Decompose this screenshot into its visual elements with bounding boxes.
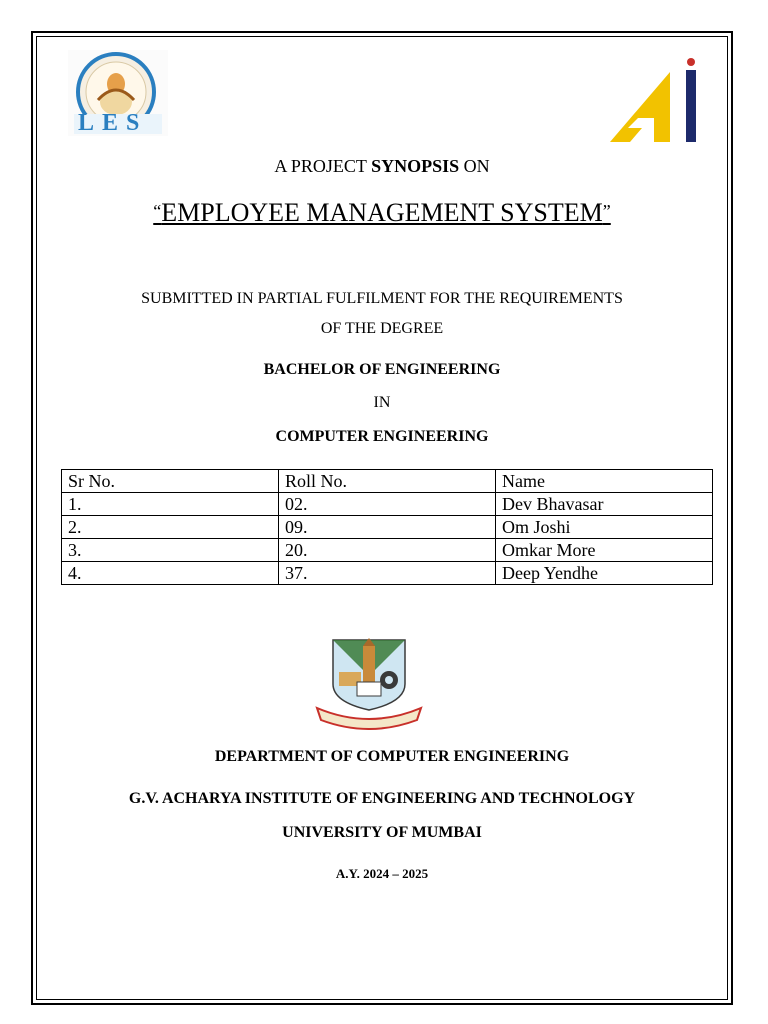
table-row	[62, 516, 713, 539]
in-text: IN	[373, 394, 391, 411]
branch-name: COMPUTER ENGINEERING	[275, 428, 489, 445]
institute-name: G.V. ACHARYA INSTITUTE OF ENGINEERING AND TECHNOLOGY	[128, 790, 636, 807]
cell-sr-no: 1.	[62, 493, 279, 516]
cell-name: Omkar More	[496, 539, 713, 562]
cell-roll-no: 20.	[279, 539, 496, 562]
les-logo	[68, 50, 168, 136]
cell-sr-no: 4.	[62, 562, 279, 585]
table-row	[62, 493, 713, 516]
cell-name: Dev Bhavasar	[496, 493, 713, 516]
ai-logo	[608, 58, 698, 144]
academic-year: A.Y. 2024 – 2025	[335, 866, 429, 881]
line1-prefix: A PROJECT	[274, 156, 372, 176]
line1-suffix: ON	[459, 156, 490, 176]
cell-name: Om Joshi	[496, 516, 713, 539]
table-row	[62, 562, 713, 585]
department-name: DEPARTMENT OF COMPUTER ENGINEERING	[214, 748, 570, 765]
cell-sr-no: 2.	[62, 516, 279, 539]
cell-sr-no: 3.	[62, 539, 279, 562]
title-open-quote: “	[153, 201, 162, 221]
header-roll-no: Roll No.	[279, 470, 496, 493]
university-name: UNIVERSITY OF MUMBAI	[282, 824, 482, 841]
submission-line-1: SUBMITTED IN PARTIAL FULFILMENT FOR THE REQUIREMENTS	[141, 290, 623, 307]
title-close-quote: ”	[602, 201, 611, 221]
cell-roll-no: 02.	[279, 493, 496, 516]
submission-line-2: OF THE DEGREE	[320, 320, 444, 337]
table-row	[62, 539, 713, 562]
cell-name: Deep Yendhe	[496, 562, 713, 585]
table-header-row	[62, 470, 713, 493]
project-synopsis-line	[36, 156, 728, 177]
title-text: EMPLOYEE MANAGEMENT SYSTEM	[161, 198, 603, 227]
header-name: Name	[496, 470, 713, 493]
cell-roll-no: 09.	[279, 516, 496, 539]
members-table	[61, 469, 713, 585]
header-sr-no: Sr No.	[62, 470, 279, 493]
cell-roll-no: 37.	[279, 562, 496, 585]
university-emblem	[313, 638, 425, 730]
les-logo-text: LES	[78, 110, 148, 136]
line1-bold: SYNOPSIS	[371, 156, 460, 176]
degree-name: BACHELOR OF ENGINEERING	[263, 361, 501, 378]
project-title	[36, 198, 728, 228]
